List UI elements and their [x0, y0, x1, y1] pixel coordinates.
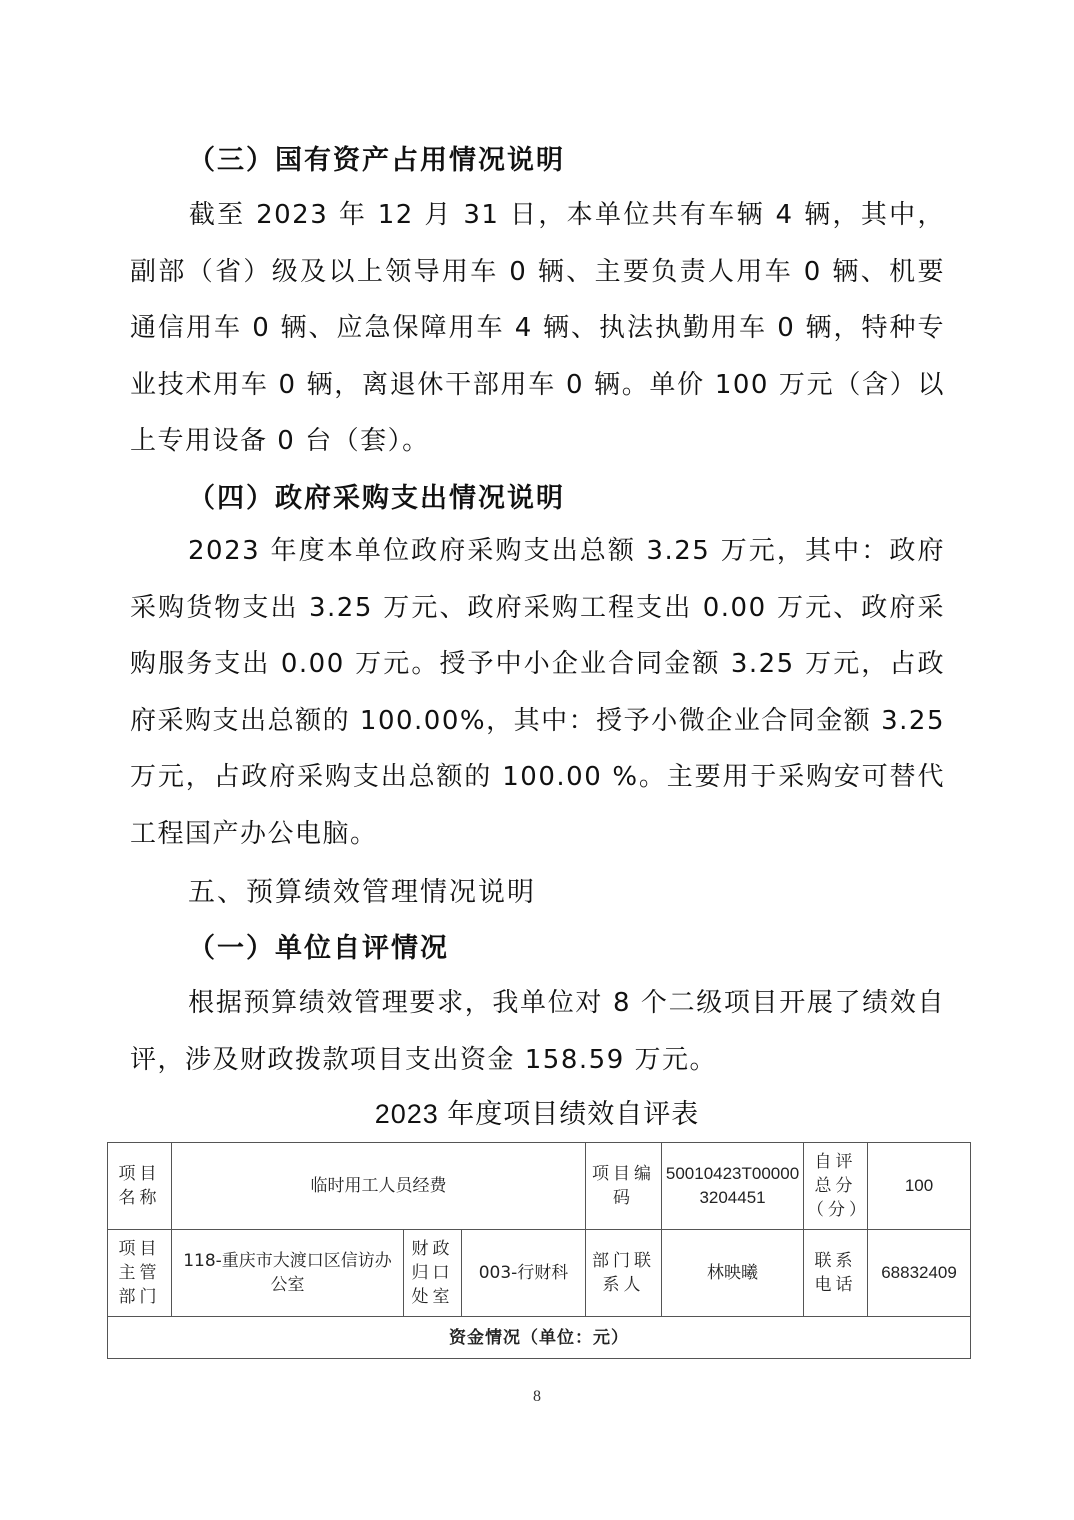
- project-name-value: 临时用工人员经费: [172, 1143, 586, 1230]
- section-4-paragraph: [130, 523, 945, 862]
- finance-office-label: 财政归口处室: [404, 1230, 462, 1317]
- funds-header: 资金情况（单位：元）: [108, 1317, 971, 1359]
- managing-dept-value: 118-重庆市大渡口区信访办公室: [172, 1230, 404, 1317]
- section-5-1-heading: （一）单位自评情况: [188, 933, 449, 964]
- section-4-heading: （四）政府采购支出情况说明: [188, 483, 565, 514]
- table-title: 2023 年度项目绩效自评表: [374, 1099, 700, 1129]
- dept-contact-value: 林映曦: [662, 1230, 804, 1317]
- self-score-value: 100: [868, 1143, 971, 1230]
- section-5-1-text: 根据预算绩效管理要求，我单位对 8 个二级项目开展了绩效自评，涉及财政拨款项目支出资金 158.59 万元。: [130, 988, 945, 1075]
- section-3-paragraph: [130, 187, 945, 470]
- section-3-heading: （三）国有资产占用情况说明: [188, 145, 565, 176]
- page-number: 8: [533, 1388, 541, 1405]
- project-name-label: 项目名称: [108, 1143, 172, 1230]
- table-row-project: [108, 1143, 971, 1230]
- project-code-label: 项目编码: [586, 1143, 662, 1230]
- self-score-label: 自评总分（分）: [804, 1143, 868, 1230]
- table-row-funds: [108, 1317, 971, 1359]
- phone-value: 68832409: [868, 1230, 971, 1317]
- section-5-1-paragraph: [130, 975, 945, 1088]
- table-row-department: [108, 1230, 971, 1317]
- managing-dept-label: 项目主管部门: [108, 1230, 172, 1317]
- performance-evaluation-table: [107, 1142, 971, 1359]
- finance-office-value: 003-行财科: [462, 1230, 586, 1317]
- section-5-heading: 五、预算绩效管理情况说明: [188, 877, 536, 908]
- project-code-value: 50010423T000003204451: [662, 1143, 804, 1230]
- dept-contact-label: 部门联系人: [586, 1230, 662, 1317]
- section-4-text: 2023 年度本单位政府采购支出总额 3.25 万元，其中：政府采购货物支出 3.25 万元、政府采购工程支出 0.00 万元、政府采购服务支出 0.00 万元。授予中小企业合同金额 3.25 万元，占政府采购支出总额的 100.00%，其中：授予小微企业合同金额 3.25 万元，占政府采购支出总额的 100.00 %。主要用于采购安可替代工程国产办公电脑。: [130, 536, 945, 849]
- phone-label: 联系电话: [804, 1230, 868, 1317]
- section-3-text: 截至 2023 年 12 月 31 日，本单位共有车辆 4 辆，其中，副部（省）级及以上领导用车 0 辆、主要负责人用车 0 辆、机要通信用车 0 辆、应急保障用车 4 辆、执法执勤用车 0 辆，特种专业技术用车 0 辆，离退休干部用车 0 辆。单价 100 万元（含）以上专用设备 0 台（套）。: [130, 200, 945, 456]
